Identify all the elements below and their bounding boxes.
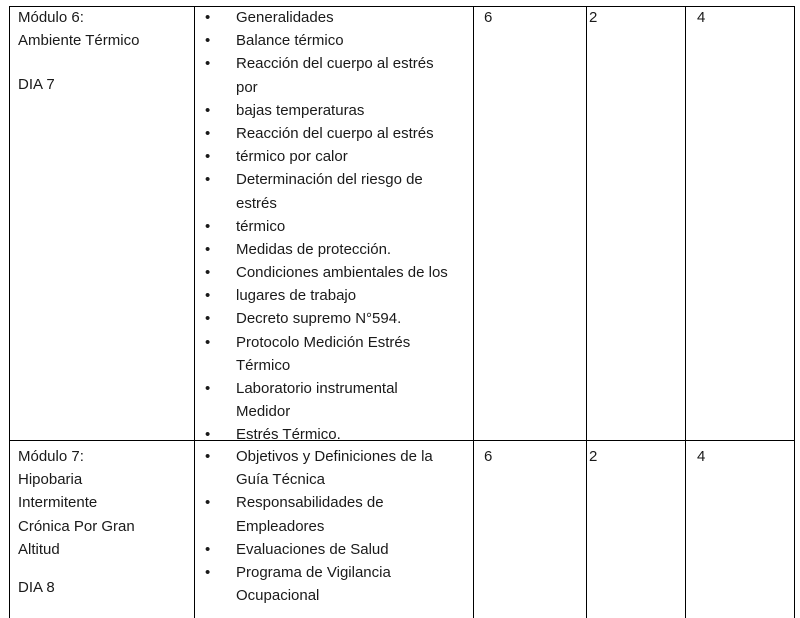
topics-list	[195, 445, 433, 607]
topic-item: • Determinación del riesgo de	[195, 168, 448, 191]
topic-item-continuation: Guía Técnica	[236, 471, 325, 489]
topic-item: • Medidas de protección.	[195, 238, 448, 261]
topic-item: • Evaluaciones de Salud	[195, 538, 433, 561]
topic-item-continuation: Medidor	[236, 403, 291, 421]
module-day: DIA 8	[18, 579, 55, 596]
topic-item: • Reacción del cuerpo al estrés	[195, 122, 448, 145]
column-divider	[473, 6, 474, 618]
topic-item: • Laboratorio instrumental	[195, 377, 448, 400]
topic-item: • Programa de Vigilancia	[195, 561, 433, 584]
topic-item-continuation: por	[236, 78, 258, 96]
hours-column-3: 6	[484, 9, 493, 26]
topic-item-continuation: Ocupacional	[236, 587, 320, 605]
column-divider	[685, 6, 686, 618]
topic-item-continuation: Empleadores	[236, 517, 325, 535]
topic-item: • Condiciones ambientales de los	[195, 261, 448, 284]
topics-list	[195, 6, 448, 447]
table-border-left	[9, 6, 10, 618]
topic-item: • bajas temperaturas	[195, 99, 448, 122]
topic-item-continuation: estrés	[236, 194, 277, 212]
topic-item: • Responsabilidades de	[195, 491, 433, 514]
hours-column-5: 4	[697, 9, 706, 26]
topic-item: • Generalidades	[195, 6, 448, 29]
topic-item: • Decreto supremo N°594.	[195, 307, 448, 330]
topic-item: • Balance térmico	[195, 29, 448, 52]
column-divider	[586, 6, 587, 618]
topic-item: • Estrés Térmico.	[195, 423, 448, 446]
module-name: Módulo 6: Ambiente Térmico	[18, 9, 140, 50]
topic-item: • lugares de trabajo	[195, 284, 448, 307]
hours-column-4: 2	[589, 448, 598, 465]
module-name: Módulo 7: Hipobaria Intermitente Crónica Por Gran Altitud	[18, 448, 135, 558]
hours-column-4: 2	[589, 9, 598, 26]
topic-item: • térmico por calor	[195, 145, 448, 168]
topic-item: • Protocolo Medición Estrés	[195, 331, 448, 354]
module-day: DIA 7	[18, 76, 55, 93]
topic-item-continuation: Térmico	[236, 356, 291, 374]
topic-item: • térmico	[195, 215, 448, 238]
table-border-right	[794, 6, 795, 618]
course-table	[9, 6, 795, 618]
hours-column-5: 4	[697, 448, 706, 465]
topic-item: • Reacción del cuerpo al estrés	[195, 52, 448, 75]
topic-item: • Objetivos y Definiciones de la	[195, 445, 433, 468]
hours-column-3: 6	[484, 448, 493, 465]
